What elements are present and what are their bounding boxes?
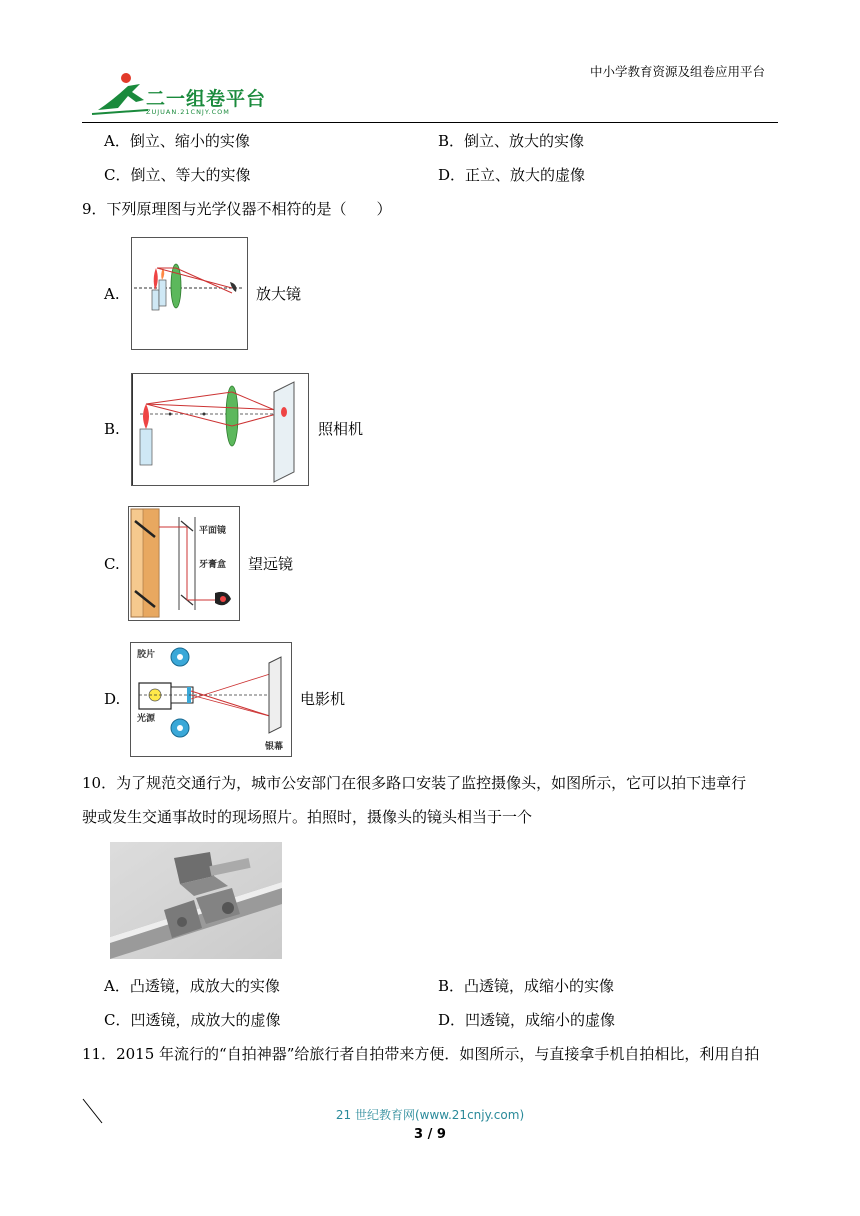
- q9-option-d-instrument: 电影机: [300, 690, 346, 708]
- logo-subtext: ZUJUAN.21CNJY.COM: [146, 108, 230, 116]
- label-plane-mirror: 平面镜: [199, 526, 227, 536]
- q9-option-d-letter: D.: [104, 690, 121, 708]
- q9-option-b-instrument: 照相机: [318, 420, 364, 438]
- q10-option-d: D．凹透镜，成缩小的虚像: [438, 1011, 616, 1029]
- header-divider: [82, 122, 778, 123]
- camera-diagram: [132, 374, 308, 485]
- label-film: 胶片: [137, 650, 156, 660]
- magnifier-diagram: [132, 238, 247, 349]
- q9-stem: 9．下列原理图与光学仪器不相符的是（ ）: [82, 200, 392, 218]
- q9-figure-b-camera: [131, 373, 309, 486]
- logo-text: 二一组卷平台: [146, 88, 267, 110]
- q8-option-c: C．倒立、等大的实像: [104, 166, 251, 184]
- q9-option-a-instrument: 放大镜: [256, 285, 302, 303]
- q10-option-a: A．凸透镜，成放大的实像: [104, 977, 280, 995]
- page-number: 3 / 9: [414, 1127, 446, 1142]
- q9-option-c-instrument: 望远镜: [248, 555, 294, 573]
- label-screen: 银幕: [265, 742, 284, 752]
- q9-option-a-letter: A.: [104, 285, 120, 303]
- footer-site-link[interactable]: 21 世纪教育网(www.21cnjy.com): [335, 1108, 525, 1122]
- label-light-source: 光源: [137, 714, 156, 724]
- q10-option-c: C．凹透镜，成放大的虚像: [104, 1011, 281, 1029]
- q8-option-b: B．倒立、放大的实像: [438, 132, 585, 150]
- label-toothpaste-box: 牙膏盒: [199, 560, 227, 570]
- platform-name: 中小学教育资源及组卷应用平台: [590, 64, 766, 79]
- q11-stem-line1: 11．2015 年流行的“自拍神器”给旅行者自拍带来方便．如图所示，与直接拿手机自拍相比，利用自拍: [82, 1045, 760, 1063]
- q9-figure-d-projector: [130, 642, 292, 757]
- q9-option-b-letter: B.: [104, 420, 120, 438]
- q8-option-d: D．正立、放大的虚像: [438, 166, 586, 184]
- q10-stem-line1: 10．为了规范交通行为，城市公安部门在很多路口安装了监控摄像头，如图所示，它可以拍下违章行: [82, 774, 747, 792]
- q10-stem-line2: 驶或发生交通事故时的现场照片。拍照时，摄像头的镜头相当于一个: [82, 808, 533, 826]
- q9-figure-a-magnifier: [131, 237, 248, 350]
- q8-option-a: A．倒立、缩小的实像: [104, 132, 250, 150]
- surveillance-camera-photo: [110, 842, 282, 959]
- q9-figure-c-telescope: [128, 506, 240, 621]
- q9-option-c-letter: C.: [104, 555, 120, 573]
- q10-option-b: B．凸透镜，成缩小的实像: [438, 977, 615, 995]
